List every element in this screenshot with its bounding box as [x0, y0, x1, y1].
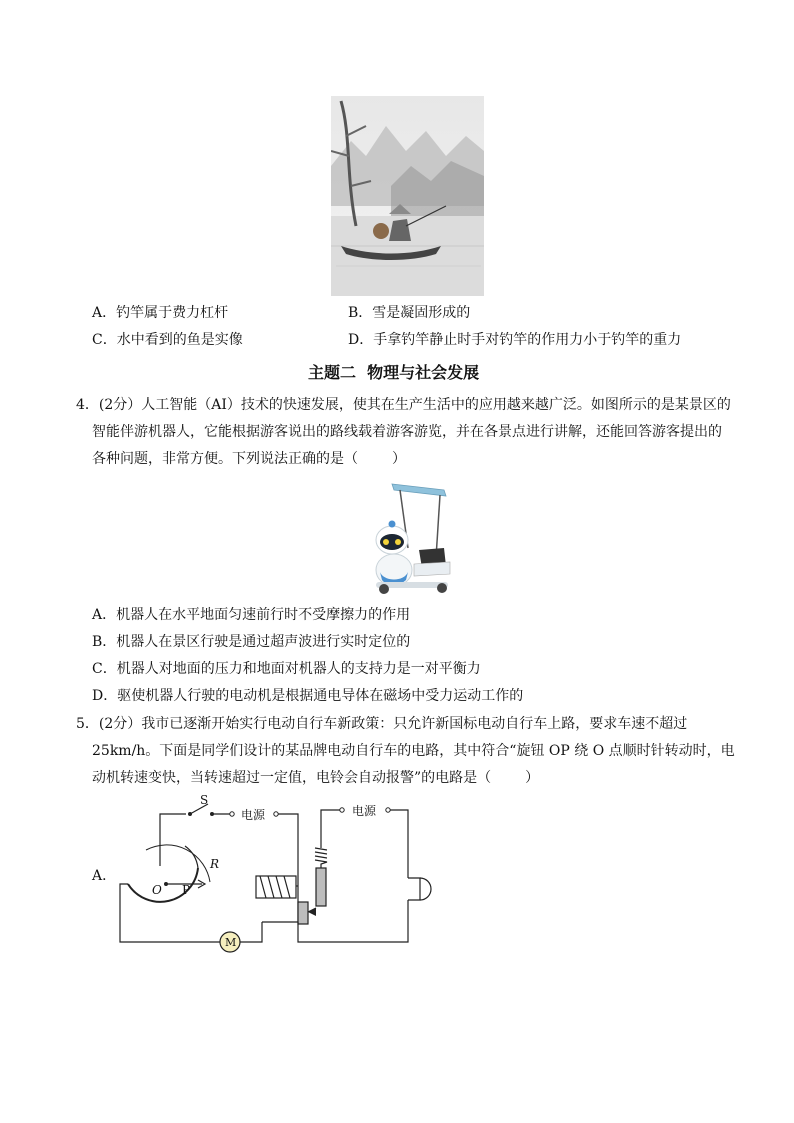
guide-robot-image	[364, 478, 454, 596]
q5-stem-line-2: 25km/h。下面是同学们设计的某品牌电动自行车的电路，其中符合“旋钮 OP 绕 O 点顺时针转动时，电	[92, 743, 735, 759]
q5-option-a-label[interactable]: A．	[92, 868, 117, 884]
power-source-label-1: 电源	[241, 808, 266, 822]
pivot-label: O	[152, 883, 162, 897]
q4-stem-line-3-text: 各种问题，非常方便。下列说法正确的是（	[92, 451, 358, 467]
q4-option-a[interactable]: A．机器人在水平地面匀速前行时不受摩擦力的作用	[92, 607, 411, 623]
q4-option-d[interactable]: D．驱使机器人行驶的电动机是根据通电导体在磁场中受力运动工作的	[92, 688, 524, 704]
q3-option-b[interactable]: B．雪是凝固形成的	[348, 305, 471, 321]
q5-circuit-diagram-a	[110, 790, 440, 960]
motor-label: M	[225, 936, 237, 949]
fisherman-painting	[331, 96, 484, 296]
q3-option-a[interactable]: A．钓竿属于费力杠杆	[92, 305, 229, 321]
q4-stem-line-2: 智能伴游机器人，它能根据游客说出的路线载着游客游览，并在各景点进行讲解，还能回答游客提出的	[92, 424, 722, 440]
q4-stem-line-1: 4．(2分）人工智能（AI）技术的快速发展，使其在生产生活中的应用越来越广泛。如图所示的是某景区的	[76, 397, 731, 413]
q4-option-b[interactable]: B．机器人在景区行驶是通过超声波进行实时定位的	[92, 634, 411, 650]
q4-stem-line-3	[92, 449, 406, 469]
slider-label: P	[182, 883, 191, 897]
q5-stem-line-3	[92, 768, 539, 788]
power-source-label-2: 电源	[352, 804, 377, 818]
switch-label: S	[200, 793, 209, 807]
q5-close-paren: ）	[525, 770, 540, 786]
q4-option-c[interactable]: C．机器人对地面的压力和地面对机器人的支持力是一对平衡力	[92, 661, 481, 677]
q5-stem-line-3-text: 动机转速变快，当转速超过一定值，电铃会自动报警”的电路是（	[92, 770, 492, 786]
q4-close-paren: ）	[392, 451, 406, 467]
section-title: 主题二 物理与社会发展	[308, 363, 480, 382]
q3-option-d[interactable]: D．手拿钓竿静止时手对钓竿的作用力小于钓竿的重力	[348, 332, 682, 348]
resistor-label: R	[210, 857, 220, 871]
q5-stem-line-1: 5．(2分）我市已逐渐开始实行电动自行车新政策：只允许新国标电动自行车上路，要求车速不超过	[76, 716, 688, 732]
q3-option-c[interactable]: C．水中看到的鱼是实像	[92, 332, 243, 348]
